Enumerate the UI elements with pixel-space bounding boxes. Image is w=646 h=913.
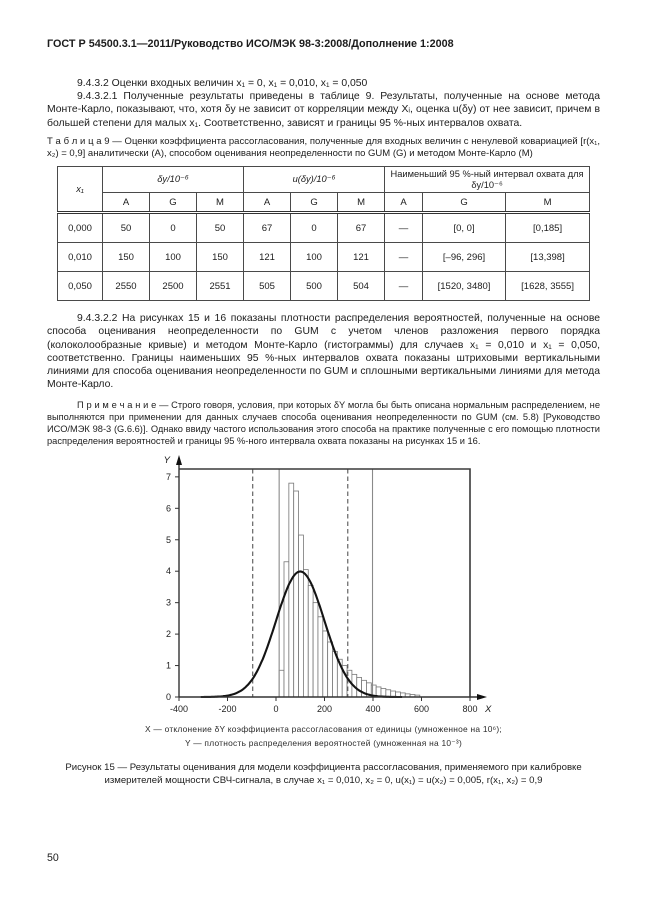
table-cell: 150 bbox=[103, 243, 150, 272]
x-tick-label: 400 bbox=[365, 703, 381, 714]
table-cell: 67 bbox=[244, 213, 291, 243]
table-cell: [1628, 3555] bbox=[506, 272, 590, 301]
table-cell: — bbox=[385, 213, 423, 243]
table-cell: 100 bbox=[150, 243, 197, 272]
table-cell: 2551 bbox=[197, 272, 244, 301]
figure-legend-x: X — отклонение δY коэффициента рассогласования от единицы (умноженное на 10⁶); bbox=[144, 723, 502, 734]
table-cell: 67 bbox=[338, 213, 385, 243]
table-cell: 504 bbox=[338, 272, 385, 301]
table-cell: 50 bbox=[197, 213, 244, 243]
table-cell: 0 bbox=[291, 213, 338, 243]
table-row bbox=[58, 272, 590, 301]
subcol-g: G bbox=[150, 193, 197, 213]
figure-15-caption: Рисунок 15 — Результаты оценивания для модели коэффициента рассогласования, применяемого при калибровке измерителей мощности СВЧ-сигнала, в случае x₁ = 0,010, x₂ = 0, u(x₁) = u(x₂) = 0,005, r(x₁, x₂) = 0,9 bbox=[65, 761, 582, 786]
x-tick-label: 600 bbox=[413, 703, 430, 714]
histogram-bar bbox=[279, 670, 284, 697]
y-tick-label: 2 bbox=[165, 628, 171, 639]
paragraph-9432: 9.4.3.2 Оценки входных величин x₁ = 0, x₁ = 0,010, x₁ = 0,050 bbox=[77, 78, 368, 89]
y-tick-label: 3 bbox=[165, 597, 171, 608]
histogram-density-plot bbox=[129, 454, 559, 716]
col-group-interval: Наименьший 95 %-ный интервал охвата для δy/10⁻⁶ bbox=[385, 167, 590, 193]
table9-head bbox=[58, 167, 590, 213]
table-cell: 0 bbox=[150, 213, 197, 243]
table-cell: 121 bbox=[338, 243, 385, 272]
figure-15-chart bbox=[129, 454, 600, 721]
col-group-dy: δy/10⁻⁶ bbox=[103, 167, 244, 193]
table-cell: 500 bbox=[291, 272, 338, 301]
subcol-m: М bbox=[506, 193, 590, 213]
x-axis-arrow-icon bbox=[477, 694, 487, 700]
table-cell: 100 bbox=[291, 243, 338, 272]
col-header-x1: x₁ bbox=[58, 167, 103, 213]
subcol-a: А bbox=[244, 193, 291, 213]
table9 bbox=[57, 166, 590, 301]
subcol-a: А bbox=[103, 193, 150, 213]
y-tick-label: 7 bbox=[165, 471, 171, 482]
paragraph-94322: 9.4.3.2.2 На рисунках 15 и 16 показаны плотности распределения вероятностей, полученные на основе способа оценивания неопределенности по GUM с учетом членов разложения первого порядка (колоколообразные кривые) и методом Монте-Карло (гистограммы) для случаев x₁ = 0,010 и x₁ = 0,050, соответственно. Границы наименьших 95 %-ных интервалов охвата показаны штриховыми вертикальными линиями для способа оценивания неопределенности по GUM и сплошными вертикальными линиями для метода Монте-Карло. bbox=[47, 313, 600, 391]
table-cell: 0,010 bbox=[58, 243, 103, 272]
histogram-bar bbox=[303, 569, 308, 696]
table-row bbox=[58, 243, 590, 272]
histogram-bar bbox=[357, 677, 362, 697]
x-tick-label: 800 bbox=[462, 703, 478, 714]
table-cell: — bbox=[385, 272, 423, 301]
histogram-bar bbox=[323, 631, 328, 697]
histogram-bar bbox=[289, 483, 294, 697]
histogram-bar bbox=[328, 642, 333, 697]
table-cell: 0,050 bbox=[58, 272, 103, 301]
y-axis-label: Y bbox=[163, 454, 170, 466]
figure-legend-y: Y — плотность распределения вероятностей (умноженная на 10⁻³) bbox=[184, 737, 463, 748]
table-cell: [–96, 296] bbox=[423, 243, 506, 272]
table-cell: [1520, 3480] bbox=[423, 272, 506, 301]
x-tick-label: 0 bbox=[273, 703, 279, 714]
y-axis-arrow-icon bbox=[176, 455, 182, 465]
table-row bbox=[58, 213, 590, 243]
subcol-m: М bbox=[197, 193, 244, 213]
histogram-bar bbox=[299, 535, 304, 697]
page-number: 50 bbox=[47, 852, 59, 864]
table-cell: [0,185] bbox=[506, 213, 590, 243]
histogram-bar bbox=[294, 491, 299, 697]
table9-body bbox=[58, 213, 590, 301]
table-cell: 2550 bbox=[103, 272, 150, 301]
y-tick-label: 4 bbox=[165, 565, 171, 576]
table-cell: 2500 bbox=[150, 272, 197, 301]
subcol-g: G bbox=[423, 193, 506, 213]
y-tick-label: 5 bbox=[165, 534, 171, 545]
y-tick-label: 0 bbox=[165, 691, 171, 702]
histogram-bar bbox=[313, 602, 318, 696]
x-tick-label: -400 bbox=[169, 703, 189, 714]
subcol-g: G bbox=[291, 193, 338, 213]
subcol-a: А bbox=[385, 193, 423, 213]
subcol-m: М bbox=[338, 193, 385, 213]
histogram-bar bbox=[284, 561, 289, 696]
paragraph-94321: 9.4.3.2.1 Полученные результаты приведены в таблице 9. Результаты, полученные на основе метода Монте-Карло, показывают, что, хотя δy не зависит от корреляции между Xᵢ, оценка u(δy) от нее зависит, причем в большей степени для малых x₁. Соответственно, зависят и границы 95 %-ных интервалов охвата. bbox=[47, 91, 600, 129]
table-cell: 50 bbox=[103, 213, 150, 243]
table-cell: 150 bbox=[197, 243, 244, 272]
table-cell: [13,398] bbox=[506, 243, 590, 272]
y-tick-label: 1 bbox=[165, 660, 171, 671]
x-axis-label: X bbox=[485, 703, 492, 715]
col-group-udy: u(δy)/10⁻⁶ bbox=[244, 167, 385, 193]
histogram-bar bbox=[318, 616, 323, 696]
note-block: П р и м е ч а н и е — Строго говоря, условия, при которых δY могла бы быть описана нормальным распределением, не выполняются при применении для данных случаев способа оценивания неопределенности по GUM (см. 5.8) [Руководство ИСО/МЭК 98-3 (G.6.6)]. Однако ввиду частого использования этого способа на практике полученные с его помощью плотности распределения вероятностей и границы 95 %-ного интервала охвата показаны на рисунках 15 и 16. bbox=[47, 400, 600, 446]
x-tick-label: -200 bbox=[218, 703, 237, 714]
document-title: ГОСТ Р 54500.3.1—2011/Руководство ИСО/МЭК 98-3:2008/Дополнение 1:2008 bbox=[47, 38, 454, 50]
table-cell: 0,000 bbox=[58, 213, 103, 243]
histogram-bar bbox=[308, 585, 313, 697]
table-cell: 121 bbox=[244, 243, 291, 272]
y-tick-label: 6 bbox=[165, 502, 171, 513]
table-cell: [0, 0] bbox=[423, 213, 506, 243]
table9-caption: Т а б л и ц а 9 — Оценки коэффициента рассогласования, полученные для входных величин с ненулевой ковариацией [r(x₁, x₂) = 0,9] аналитически (А), способом оценивания неопределенности по GUM (G) и методом Монте-Карло (М) bbox=[47, 135, 600, 160]
table-cell: — bbox=[385, 243, 423, 272]
x-tick-label: 200 bbox=[316, 703, 333, 714]
table-cell: 505 bbox=[244, 272, 291, 301]
